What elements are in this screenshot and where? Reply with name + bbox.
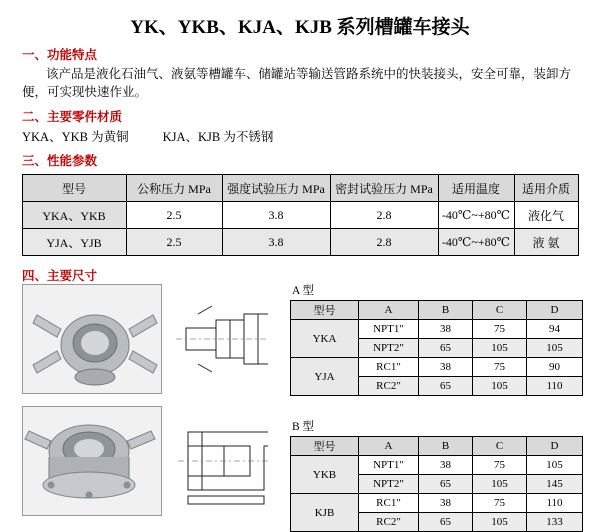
col-header-model: 型号	[291, 437, 359, 456]
cell-strength-test-pressure: 3.8	[222, 202, 330, 229]
cell-model: YKA、YKB	[22, 202, 126, 229]
cell-model: KJB	[291, 494, 359, 532]
cell-model: YKB	[291, 456, 359, 494]
col-header-c: C	[473, 437, 527, 456]
cell-c: 105	[473, 513, 527, 532]
cell-b: 65	[419, 339, 473, 358]
dimension-tables	[290, 282, 586, 532]
cell-b: 38	[419, 494, 473, 513]
cell-c: 105	[473, 377, 527, 396]
col-header-model: 型号	[22, 175, 126, 202]
cell-b: 65	[419, 377, 473, 396]
table-row	[291, 494, 583, 513]
material-right-text: KJA、KJB 为不锈钢	[162, 130, 274, 145]
col-header-seal-test-pressure: 密封试验压力 MPa	[330, 175, 438, 202]
cell-b: 38	[419, 456, 473, 475]
type-b-label: B 型	[292, 421, 315, 433]
cell-nominal-pressure: 2.5	[126, 202, 222, 229]
col-header-temperature: 适用温度	[438, 175, 514, 202]
col-header-a: A	[359, 437, 419, 456]
figures-area	[22, 284, 268, 516]
cell-d: 90	[527, 358, 583, 377]
cell-c: 75	[473, 494, 527, 513]
cell-model: YJA	[291, 358, 359, 396]
cell-seal-test-pressure: 2.8	[330, 202, 438, 229]
cell-temperature: -40℃~+80℃	[438, 229, 514, 256]
cell-medium: 液化气	[514, 202, 578, 229]
cell-d: 133	[527, 513, 583, 532]
table-header-row	[291, 301, 583, 320]
dimension-table-type-b	[290, 436, 583, 532]
dimension-table-type-a	[290, 300, 583, 396]
cell-d: 145	[527, 475, 583, 494]
cell-nominal-pressure: 2.5	[126, 229, 222, 256]
cell-d: 110	[527, 377, 583, 396]
features-paragraph: 该产品是液化石油气、液氨等槽罐车、储罐站等输送管路系统中的快装接头，安全可靠，装卸方便，可实现快速作业。	[22, 67, 572, 100]
cell-c: 75	[473, 320, 527, 339]
cell-c: 105	[473, 475, 527, 494]
cell-c: 105	[473, 339, 527, 358]
cell-b: 38	[419, 320, 473, 339]
cell-a: NPT1"	[359, 456, 419, 475]
material-left-text: YKA、YKB 为黄铜	[22, 130, 129, 145]
cell-strength-test-pressure: 3.8	[222, 229, 330, 256]
document-page	[0, 12, 600, 528]
cell-model: YKA	[291, 320, 359, 358]
cell-d: 94	[527, 320, 583, 339]
performance-table	[22, 174, 579, 256]
col-header-a: A	[359, 301, 419, 320]
cell-a: NPT2"	[359, 339, 419, 358]
cell-b: 65	[419, 513, 473, 532]
cell-c: 75	[473, 358, 527, 377]
col-header-model: 型号	[291, 301, 359, 320]
material-line	[22, 127, 600, 145]
table-header-row	[291, 437, 583, 456]
section-heading-material: 二、主要零件材质	[22, 110, 123, 125]
table-row	[291, 358, 583, 377]
type-a-label: A 型	[292, 285, 315, 297]
col-header-c: C	[473, 301, 527, 320]
cell-temperature: -40℃~+80℃	[438, 202, 514, 229]
cell-b: 65	[419, 475, 473, 494]
col-header-b: B	[419, 301, 473, 320]
cell-seal-test-pressure: 2.8	[330, 229, 438, 256]
cell-a: RC2"	[359, 377, 419, 396]
col-header-d: D	[527, 301, 583, 320]
cell-d: 105	[527, 339, 583, 358]
cell-a: RC2"	[359, 513, 419, 532]
section-heading-features: 一、功能特点	[22, 48, 98, 62]
page-title: YK、YKB、KJA、KJB 系列槽罐车接头	[130, 17, 470, 38]
cell-a: NPT1"	[359, 320, 419, 339]
section-heading-dimensions: 四、主要尺寸	[22, 269, 98, 284]
col-header-nominal-pressure: 公称压力 MPa	[126, 175, 222, 202]
table-header-row	[22, 175, 578, 202]
figure-row-type-a	[22, 284, 268, 394]
coupling-line-drawing-type-a	[168, 284, 268, 394]
cell-d: 105	[527, 456, 583, 475]
cell-c: 75	[473, 456, 527, 475]
coupling-photo-type-a	[22, 284, 162, 394]
col-header-b: B	[419, 437, 473, 456]
cell-a: NPT2"	[359, 475, 419, 494]
coupling-line-drawing-type-b	[168, 406, 268, 516]
cell-a: RC1"	[359, 494, 419, 513]
table-row	[291, 320, 583, 339]
cell-a: RC1"	[359, 358, 419, 377]
section-heading-performance: 三、性能参数	[22, 154, 98, 169]
col-header-medium: 适用介质	[514, 175, 578, 202]
figure-row-type-b	[22, 406, 268, 516]
table-row	[22, 202, 578, 229]
table-row	[291, 456, 583, 475]
coupling-photo-type-b	[22, 406, 162, 516]
cell-b: 38	[419, 358, 473, 377]
cell-medium: 液 氨	[514, 229, 578, 256]
cell-model: YJA、YJB	[22, 229, 126, 256]
cell-d: 110	[527, 494, 583, 513]
col-header-d: D	[527, 437, 583, 456]
col-header-strength-test-pressure: 强度试验压力 MPa	[222, 175, 330, 202]
table-row	[22, 229, 578, 256]
